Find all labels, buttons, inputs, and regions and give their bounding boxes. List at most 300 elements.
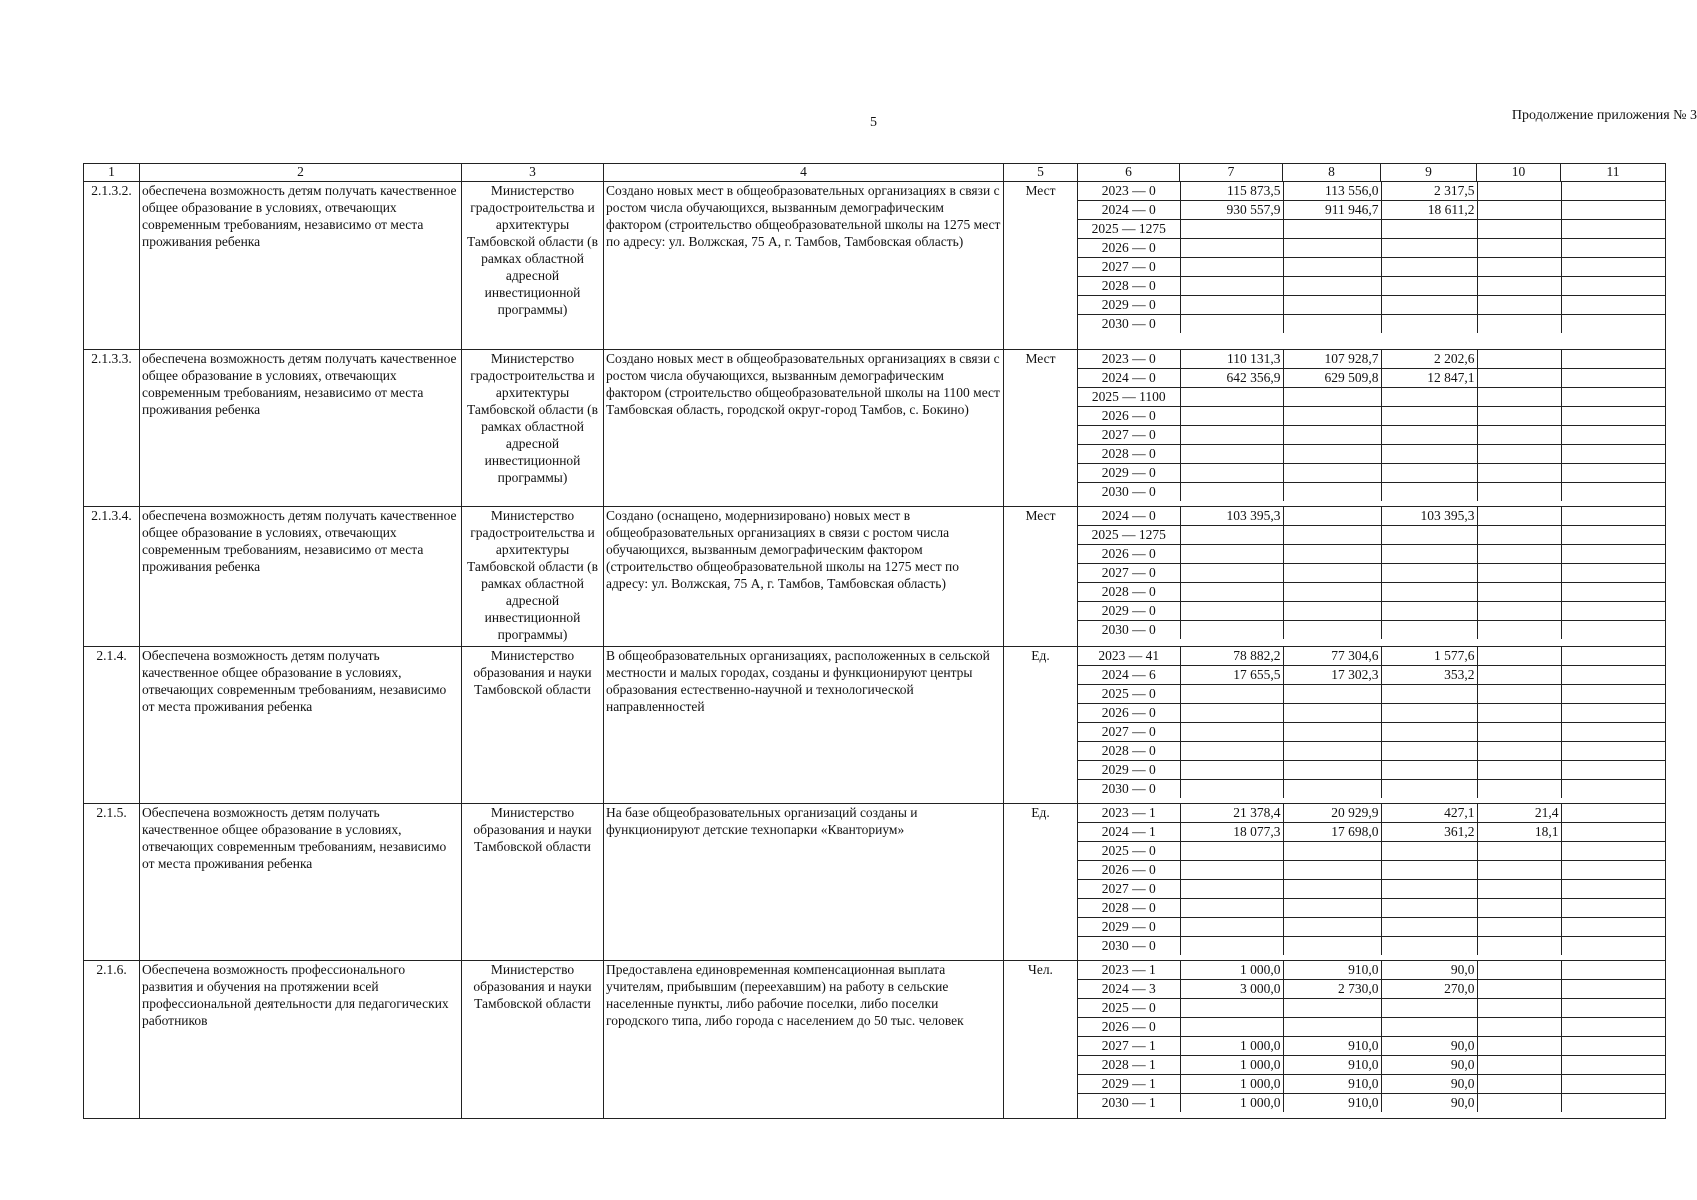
amount-cell [1561,1018,1666,1037]
amount-cell [1283,861,1381,880]
amount-cell [1477,1075,1561,1094]
amount-cell [1561,704,1666,723]
year-value: 2026 — 0 [1078,239,1180,258]
amount-cell [1180,407,1283,426]
row-number: 2.1.5. [84,804,140,961]
year-value: 2024 — 6 [1078,666,1180,685]
year-row [1078,621,1666,640]
amount-cell [1477,980,1561,999]
header-cell: 5 [1004,164,1078,182]
amount-cell [1180,937,1283,956]
amount-cell: 930 557,9 [1180,201,1283,220]
amount-cell: 18 077,3 [1180,823,1283,842]
amount-cell [1477,899,1561,918]
year-value: 2026 — 0 [1078,704,1180,723]
amount-cell [1477,842,1561,861]
amount-cell [1561,742,1666,761]
amount-cell [1477,564,1561,583]
header-cell: 10 [1477,164,1561,182]
year-row [1078,937,1666,956]
year-row [1078,407,1666,426]
header-row [84,164,1666,182]
year-value: 2024 — 0 [1078,201,1180,220]
amount-cell [1283,742,1381,761]
amount-cell [1561,507,1666,526]
year-row [1078,647,1666,666]
year-value: 2030 — 0 [1101,938,1156,953]
amount-cell [1477,464,1561,483]
amount-cell [1180,899,1283,918]
amount-cell [1283,507,1381,526]
amount-cell: 90,0 [1381,961,1477,980]
year-row [1078,583,1666,602]
year-value: 2024 — 0 [1078,507,1180,526]
amount-cell [1561,426,1666,445]
amount-cell: 17 655,5 [1180,666,1283,685]
amount-cell [1477,961,1561,980]
amount-cell [1180,780,1283,799]
year-row [1078,666,1666,685]
amount-cell [1180,1018,1283,1037]
year-value: 2023 — 0 [1078,350,1180,369]
amount-cell: 3 000,0 [1180,980,1283,999]
amount-cell [1561,961,1666,980]
amount-cell [1180,880,1283,899]
amount-cell [1283,723,1381,742]
header-cell: 3 [462,164,604,182]
amount-cell [1561,239,1666,258]
year-row [1078,545,1666,564]
years-table [1078,804,1666,955]
amount-cell: 1 000,0 [1180,1075,1283,1094]
appendix-label: Продолжение приложения № 3 [1511,108,1697,123]
amount-cell [1477,918,1561,937]
year-value: 2025 — 1275 [1078,220,1180,239]
amount-cell: 361,2 [1381,823,1477,842]
year-value: 2026 — 0 [1078,545,1180,564]
responsible-cell: Министерство градостроительства и архитектуры Тамбовской области (в рамках областной адресной инвестиционной программы) [462,350,604,507]
amount-cell [1561,564,1666,583]
amount-cell [1180,464,1283,483]
result-cell: обеспечена возможность детям получать качественное общее образование в условиях, отвечающих современным требованиям, независимо от места проживания ребенка [140,350,462,507]
year-row [1078,842,1666,861]
year-row [1078,220,1666,239]
amount-cell [1180,685,1283,704]
years-block [1078,507,1666,647]
year-value: 2027 — 0 [1078,723,1180,742]
amount-cell [1561,621,1666,640]
amount-cell [1561,685,1666,704]
description-cell: Создано (оснащено, модернизировано) новых мест в общеобразовательных организациях в связи с ростом числа обучающихся, вызванным демографическим фактором (строительство общеобразовательной школы на 1275 мест по адресу: ул. Волжская, 75 А, г. Тамбов, Тамбовская область) [604,507,1004,647]
amount-cell: 103 395,3 [1180,507,1283,526]
amount-cell [1283,445,1381,464]
header-cell: 4 [604,164,1004,182]
amount-cell [1561,445,1666,464]
header-cell: 7 [1180,164,1283,182]
amount-cell [1180,621,1283,640]
year-row [1078,1075,1666,1094]
result-cell: обеспечена возможность детям получать качественное общее образование в условиях, отвечающих современным требованиям, независимо от места проживания ребенка [140,507,462,647]
year-row [1078,315,1666,334]
amount-cell [1561,277,1666,296]
year-value: 2030 — 0 [1101,484,1156,499]
amount-cell [1283,296,1381,315]
amount-cell [1477,704,1561,723]
amount-cell [1180,296,1283,315]
amount-cell [1180,526,1283,545]
amount-cell [1381,602,1477,621]
amount-cell [1477,201,1561,220]
year-row [1078,685,1666,704]
year-value: 2028 — 1 [1078,1056,1180,1075]
amount-cell [1283,621,1381,640]
amount-cell: 103 395,3 [1381,507,1477,526]
amount-cell [1180,704,1283,723]
year-value: 2027 — 0 [1078,426,1180,445]
year-row [1078,526,1666,545]
amount-cell [1477,407,1561,426]
amount-cell [1477,296,1561,315]
years-block [1078,350,1666,507]
amount-cell [1283,545,1381,564]
year-value: 2029 — 0 [1078,296,1180,315]
amount-cell: 115 873,5 [1180,182,1283,201]
amount-cell [1561,999,1666,1018]
unit-cell: Ед. [1004,804,1078,961]
amount-cell [1381,545,1477,564]
amount-cell [1381,445,1477,464]
year-row [1078,602,1666,621]
amount-cell [1180,220,1283,239]
amount-cell [1283,239,1381,258]
amount-cell [1561,1037,1666,1056]
amount-cell [1477,1056,1561,1075]
amount-cell [1283,315,1381,334]
amount-cell [1381,704,1477,723]
year-value: 2029 — 0 [1078,464,1180,483]
amount-cell: 270,0 [1381,980,1477,999]
amount-cell [1561,647,1666,666]
responsible-cell: Министерство образования и науки Тамбовской области [462,961,604,1119]
amount-cell: 642 356,9 [1180,369,1283,388]
amount-cell [1561,918,1666,937]
amount-cell: 21 378,4 [1180,804,1283,823]
unit-cell: Мест [1004,182,1078,350]
amount-cell [1283,583,1381,602]
amount-cell [1477,445,1561,464]
amount-cell [1477,1018,1561,1037]
amount-cell [1381,685,1477,704]
amount-cell [1381,861,1477,880]
year-value: 2027 — 0 [1078,880,1180,899]
year-value: 2029 — 0 [1078,918,1180,937]
year-row [1078,464,1666,483]
amount-cell [1477,999,1561,1018]
amount-cell [1477,685,1561,704]
year-value: 2025 — 0 [1078,999,1180,1018]
amount-cell [1561,201,1666,220]
amount-cell [1561,369,1666,388]
amount-cell [1283,483,1381,502]
year-row [1078,961,1666,980]
header-cell: 9 [1381,164,1477,182]
year-row [1078,182,1666,201]
year-value: 2030 — 1 [1101,1095,1156,1110]
amount-cell [1283,526,1381,545]
amount-cell [1381,918,1477,937]
header-cell: 11 [1561,164,1666,182]
header-cell: 8 [1283,164,1381,182]
amount-cell: 90,0 [1381,1056,1477,1075]
year-row [1078,780,1666,799]
year-value: 2026 — 0 [1078,1018,1180,1037]
amount-cell [1180,445,1283,464]
year-row [1078,1056,1666,1075]
amount-cell: 20 929,9 [1283,804,1381,823]
amount-cell: 77 304,6 [1283,647,1381,666]
table-row [84,182,1666,350]
amount-cell [1381,296,1477,315]
years-block [1078,647,1666,804]
amount-cell [1477,761,1561,780]
amount-cell [1180,388,1283,407]
year-row [1078,804,1666,823]
year-value: 2025 — 1275 [1078,526,1180,545]
amount-cell [1283,426,1381,445]
year-value: 2025 — 0 [1078,842,1180,861]
description-cell: Предоставлена единовременная компенсационная выплата учителям, прибывшим (переехавшим) на работу в сельские населенные пункты, либо рабочие поселки, либо поселки городского типа, либо города с населением до 50 тыс. человек [604,961,1004,1119]
amount-cell [1477,388,1561,407]
year-row [1078,483,1666,502]
amount-cell [1561,296,1666,315]
amount-cell [1561,526,1666,545]
description-cell: Создано новых мест в общеобразовательных организациях в связи с ростом числа обучающихся, вызванным демографическим фактором (строительство общеобразовательной школы на 1100 мест Тамбовская область, городской округ-город Тамбов, с. Бокино) [604,350,1004,507]
amount-cell: 17 698,0 [1283,823,1381,842]
amount-cell [1180,761,1283,780]
year-row [1078,999,1666,1018]
amount-cell [1477,742,1561,761]
amount-cell [1180,277,1283,296]
year-value: 2027 — 0 [1078,258,1180,277]
row-number: 2.1.3.4. [84,507,140,647]
amount-cell [1381,239,1477,258]
years-block [1078,182,1666,350]
amount-cell [1283,1018,1381,1037]
year-value: 2030 — 0 [1101,781,1156,796]
amount-cell: 110 131,3 [1180,350,1283,369]
amount-cell [1381,564,1477,583]
amount-cell: 910,0 [1283,1056,1381,1075]
amount-cell [1477,277,1561,296]
result-cell: Обеспечена возможность детям получать качественное общее образование в условиях, отвечающих современным требованиям, независимо от места проживания ребенка [140,804,462,961]
year-row [1078,1037,1666,1056]
amount-cell [1180,258,1283,277]
years-table [1078,647,1666,798]
amount-cell [1180,315,1283,334]
amount-cell: 12 847,1 [1381,369,1477,388]
amount-cell [1477,239,1561,258]
amount-cell [1561,899,1666,918]
year-row [1078,1094,1666,1113]
amount-cell [1477,526,1561,545]
years-block [1078,961,1666,1119]
amount-cell [1477,350,1561,369]
amount-cell: 90,0 [1381,1075,1477,1094]
amount-cell [1561,880,1666,899]
table-row [84,961,1666,1119]
amount-cell [1381,315,1477,334]
amount-cell: 90,0 [1381,1094,1477,1113]
amount-cell [1477,780,1561,799]
result-cell: Обеспечена возможность детям получать качественное общее образование в условиях, отвечающих современным требованиям, независимо от места проживания ребенка [140,647,462,804]
amount-cell: 353,2 [1381,666,1477,685]
amount-cell [1477,545,1561,564]
amount-cell [1561,1056,1666,1075]
amount-cell: 18 611,2 [1381,201,1477,220]
amount-cell [1477,880,1561,899]
amount-cell [1381,880,1477,899]
amount-cell [1381,999,1477,1018]
year-value: 2027 — 1 [1078,1037,1180,1056]
year-value: 2028 — 0 [1078,583,1180,602]
amount-cell: 427,1 [1381,804,1477,823]
year-row [1078,761,1666,780]
amount-cell [1180,842,1283,861]
amount-cell [1477,507,1561,526]
amount-cell [1180,999,1283,1018]
amount-cell [1381,258,1477,277]
amount-cell: 107 928,7 [1283,350,1381,369]
description-cell: Создано новых мест в общеобразовательных организациях в связи с ростом числа обучающихся, вызванным демографическим фактором (строительство общеобразовательной школы на 1275 мест по адресу: ул. Волжская, 75 А, г. Тамбов, Тамбовская область) [604,182,1004,350]
amount-cell [1381,1018,1477,1037]
amount-cell [1477,666,1561,685]
amount-cell [1381,426,1477,445]
amount-cell [1381,464,1477,483]
year-row [1078,201,1666,220]
amount-cell [1477,861,1561,880]
year-row [1078,564,1666,583]
unit-cell: Ед. [1004,647,1078,804]
year-value: 2023 — 1 [1078,804,1180,823]
amount-cell: 1 577,6 [1381,647,1477,666]
year-row [1078,723,1666,742]
year-value: 2025 — 0 [1078,685,1180,704]
row-number: 2.1.3.3. [84,350,140,507]
amount-cell [1283,918,1381,937]
amount-cell: 1 000,0 [1180,1037,1283,1056]
amount-cell [1561,583,1666,602]
amount-cell: 113 556,0 [1283,182,1381,201]
year-value: 2028 — 0 [1078,445,1180,464]
unit-cell: Чел. [1004,961,1078,1119]
description-cell: В общеобразовательных организациях, расположенных в сельской местности и малых городах, созданы и функционируют центры образования естественно-научной и технологической направленностей [604,647,1004,804]
amount-cell [1381,742,1477,761]
amount-cell [1477,182,1561,201]
amount-cell [1283,899,1381,918]
year-row [1078,742,1666,761]
table-row [84,804,1666,961]
amount-cell [1561,602,1666,621]
amount-cell [1283,880,1381,899]
amount-cell [1283,388,1381,407]
amount-cell [1477,1094,1561,1113]
amount-cell [1561,761,1666,780]
year-value: 2024 — 0 [1078,369,1180,388]
amount-cell [1180,583,1283,602]
amount-cell [1561,823,1666,842]
amount-cell: 910,0 [1283,1094,1381,1113]
row-number: 2.1.3.2. [84,182,140,350]
year-value: 2029 — 0 [1078,602,1180,621]
year-row [1078,823,1666,842]
year-row [1078,277,1666,296]
years-table [1078,182,1666,333]
amount-cell [1381,761,1477,780]
amount-cell [1561,842,1666,861]
description-cell: На базе общеобразовательных организаций созданы и функционируют детские технопарки «Кванториум» [604,804,1004,961]
amount-cell: 18,1 [1477,823,1561,842]
year-row [1078,296,1666,315]
year-row [1078,861,1666,880]
amount-cell [1561,666,1666,685]
amount-cell [1180,239,1283,258]
year-value: 2028 — 0 [1078,742,1180,761]
header-cell: 2 [140,164,462,182]
amount-cell: 629 509,8 [1283,369,1381,388]
year-value: 2025 — 1100 [1078,388,1180,407]
year-row [1078,426,1666,445]
amount-cell [1561,1075,1666,1094]
amount-cell [1283,780,1381,799]
year-value: 2028 — 0 [1078,899,1180,918]
amount-cell [1180,545,1283,564]
year-row [1078,918,1666,937]
amount-cell [1561,723,1666,742]
amount-cell [1283,564,1381,583]
year-value: 2029 — 0 [1078,761,1180,780]
amount-cell [1180,426,1283,445]
amount-cell [1561,980,1666,999]
amount-cell: 2 317,5 [1381,182,1477,201]
row-number: 2.1.4. [84,647,140,804]
year-value: 2023 — 1 [1078,961,1180,980]
amount-cell [1477,621,1561,640]
amount-cell [1283,258,1381,277]
year-row [1078,239,1666,258]
amount-cell [1477,369,1561,388]
result-cell: Обеспечена возможность профессионального развития и обучения на протяжении всей профессиональной деятельности для педагогических работников [140,961,462,1119]
table-row [84,350,1666,507]
amount-cell [1561,258,1666,277]
amount-cell [1561,861,1666,880]
amount-cell: 78 882,2 [1180,647,1283,666]
result-cell: обеспечена возможность детям получать качественное общее образование в условиях, отвечающих современным требованиям, независимо от места проживания ребенка [140,182,462,350]
amount-cell [1477,602,1561,621]
year-value: 2028 — 0 [1078,277,1180,296]
year-value: 2030 — 0 [1101,622,1156,637]
amount-cell: 2 202,6 [1381,350,1477,369]
amount-cell [1477,258,1561,277]
amount-cell [1180,918,1283,937]
year-row [1078,445,1666,464]
amount-cell [1561,182,1666,201]
amount-cell [1283,407,1381,426]
amount-cell [1180,861,1283,880]
amount-cell: 911 946,7 [1283,201,1381,220]
amount-cell [1381,407,1477,426]
amount-cell [1561,388,1666,407]
amount-cell [1477,426,1561,445]
